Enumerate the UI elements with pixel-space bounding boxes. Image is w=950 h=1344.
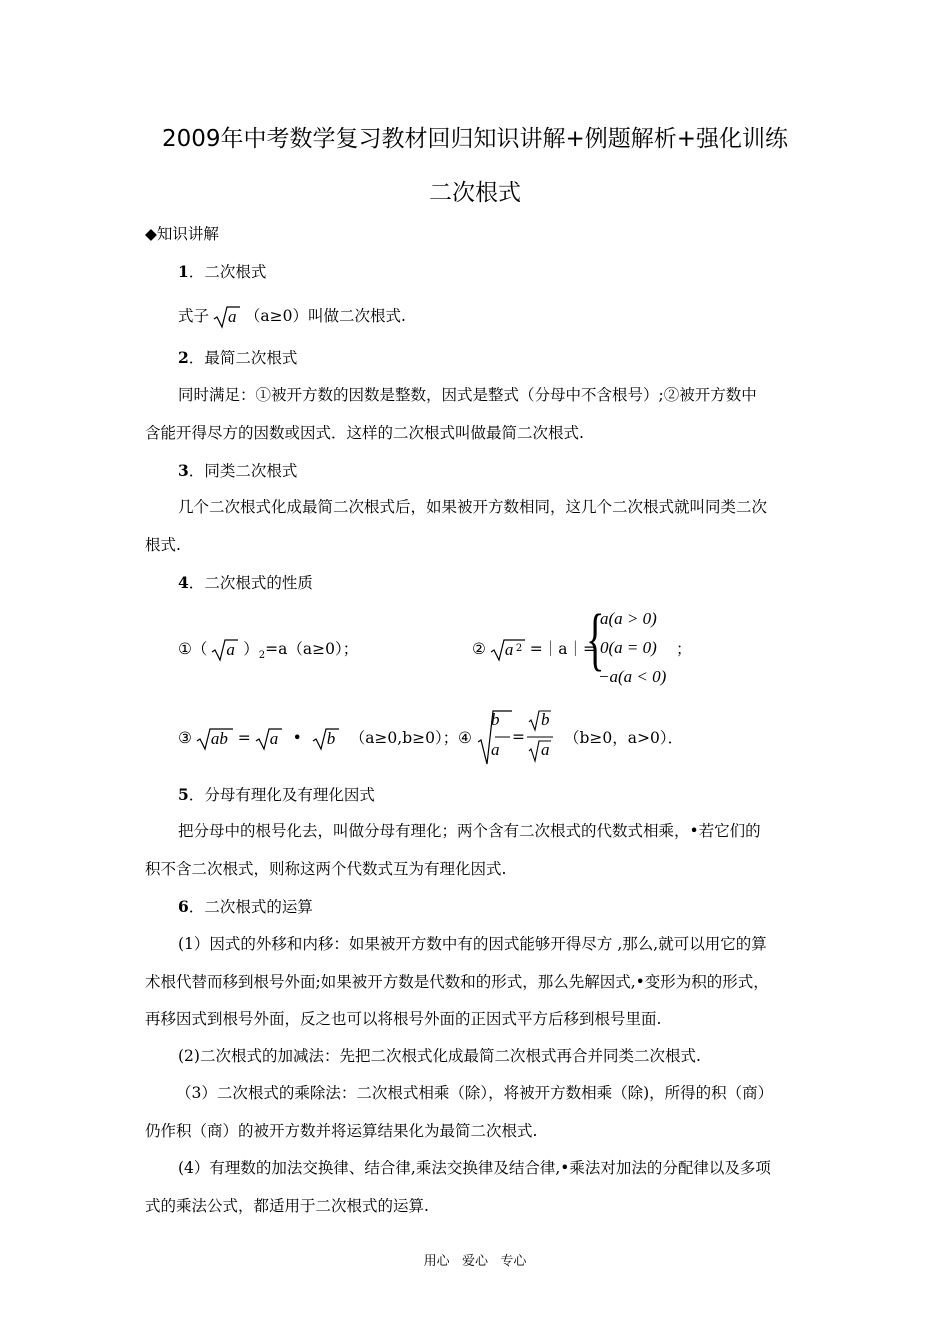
radicand: a [226,640,235,659]
property-rest: =a（a≥0）； [265,640,359,658]
radicand: a [227,307,237,326]
radicand: a [504,640,514,659]
item-separator: ． [188,263,205,281]
property-marker: ③ [178,729,192,747]
radicand: a [269,729,279,748]
fraction-numerator: b [541,710,550,729]
item-5-line-1: 把分母中的根号化去，叫做分母有理化；两个含有二次根式的代数式相乘，•若它们的 [178,822,761,840]
item-title: 分母有理化及有理化因式 [204,786,375,804]
property-marker: ①（ [178,640,208,658]
def-prefix: 式子 [178,307,210,325]
item-2-line-2: 含能开得尽方的因数或因式．这样的二次根式叫做最简二次根式. [145,424,584,442]
multiply-dot: • [292,729,302,747]
equals-abs: =｜a｜= [529,640,596,658]
property-4-marker: ④ [458,729,472,747]
item-6-p1-line-3: 再移因式到根号外面，反之也可以将根号外面的正因式平方后移到根号里面. [145,1010,662,1028]
property-marker: ② [472,640,486,658]
item-1-heading [178,262,266,282]
item-6-p1-line-2: 术根代替而移到根号外面;如果被开方数是代数和的形式，那么先解因式,•变形为积的形式， [145,973,769,991]
def-suffix: （a≥0）叫做二次根式. [244,307,406,325]
sqrt-a [212,639,238,661]
sqrt-a [214,306,240,328]
case-negative: −a(a < 0) [598,667,667,686]
item-6-p1-line-1: (1）因式的外移和内移：如果被开方数中有的因式能够开得尽方 ,那么,就可以用它的算 [178,935,767,953]
fraction-numerator: b [491,710,500,729]
item-number: 3 [178,461,189,480]
item-6-p4-line-2: 式的乘法公式，都适用于二次根式的运算. [145,1197,429,1215]
equals-sign: = [237,729,251,747]
fraction-denominator: a [541,740,550,759]
case-positive: a(a > 0) [600,609,657,628]
item-3-line-1: 几个二次根式化成最简二次根式后，如果被开方数相同，这几个二次根式就叫同类二次 [178,498,768,516]
property-2-end: ； [676,640,692,658]
item-separator: ． [188,349,205,367]
document-title: 2009年中考数学复习教材回归知识讲解+例题解析+强化训练 [161,126,789,152]
item-title: 同类二次根式 [204,462,298,480]
item-6-p4-line-1: (4）有理数的加法交换律、结合律,乘法交换律及结合律,•乘法对加法的分配律以及多项 [178,1159,771,1177]
item-number: 4 [178,573,189,592]
close-paren: ） [243,640,259,658]
item-number: 6 [178,897,189,916]
item-title: 二次根式的运算 [204,898,313,916]
condition: （b≥0，a>0）． [564,729,684,747]
exponent: 2 [515,643,523,654]
sqrt-a [256,728,282,750]
property-3 [178,728,458,750]
item-number: 1 [178,262,189,281]
radicand: b [326,729,336,748]
equals-sign: = [512,728,525,746]
case-zero: 0(a = 0) [600,638,657,657]
section-heading: ◆知识讲解 [145,225,219,243]
item-number: 2 [178,348,189,367]
item-title: 最简二次根式 [204,349,298,367]
item-title: 二次根式的性质 [204,574,313,592]
page-footer: 用心 爱心 专心 [423,1254,527,1269]
item-separator: ． [188,574,205,592]
item-6-p3-line-2: 仍作积（商）的被开方数并将运算结果化为最简二次根式. [145,1122,538,1140]
item-3-line-2: 根式. [145,536,181,554]
sqrt-a-squared [491,639,525,661]
radicand: ab [210,729,228,748]
document-subtitle: 二次根式 [429,180,521,206]
property-2 [472,639,596,661]
item-3-heading [178,461,297,481]
item-title: 二次根式 [204,263,267,281]
item-number: 5 [178,785,189,804]
item-2-heading [178,348,297,368]
sqrt-ab [197,728,233,750]
item-6-p2: (2)二次根式的加减法：先把二次根式化成最简二次根式再合并同类二次根式. [178,1047,701,1065]
condition: （a≥0,b≥0）； [349,729,459,747]
exponent: 2 [258,650,266,661]
item-6-heading [178,897,313,917]
item-1-definition [178,306,406,328]
sqrt-b [313,728,339,750]
brace-icon: { [586,601,605,678]
fraction-denominator: a [491,740,500,759]
item-6-p3-line-1: （3）二次根式的乘除法：二次根式相乘（除），将被开方数相乘（除)，所得的积（商） [176,1084,774,1102]
item-2-line-1: 同时满足：①被开方数的因数是整数，因式是整式（分母中不含根号）;②被开方数中 [178,386,757,404]
item-separator: ． [188,786,205,804]
item-separator: ． [188,898,205,916]
item-5-line-2: 积不含二次根式，则称这两个代数式互为有理化因式. [145,860,507,878]
item-4-heading [178,573,313,593]
item-separator: ． [188,462,205,480]
item-5-heading [178,785,375,805]
property-1 [178,639,358,666]
